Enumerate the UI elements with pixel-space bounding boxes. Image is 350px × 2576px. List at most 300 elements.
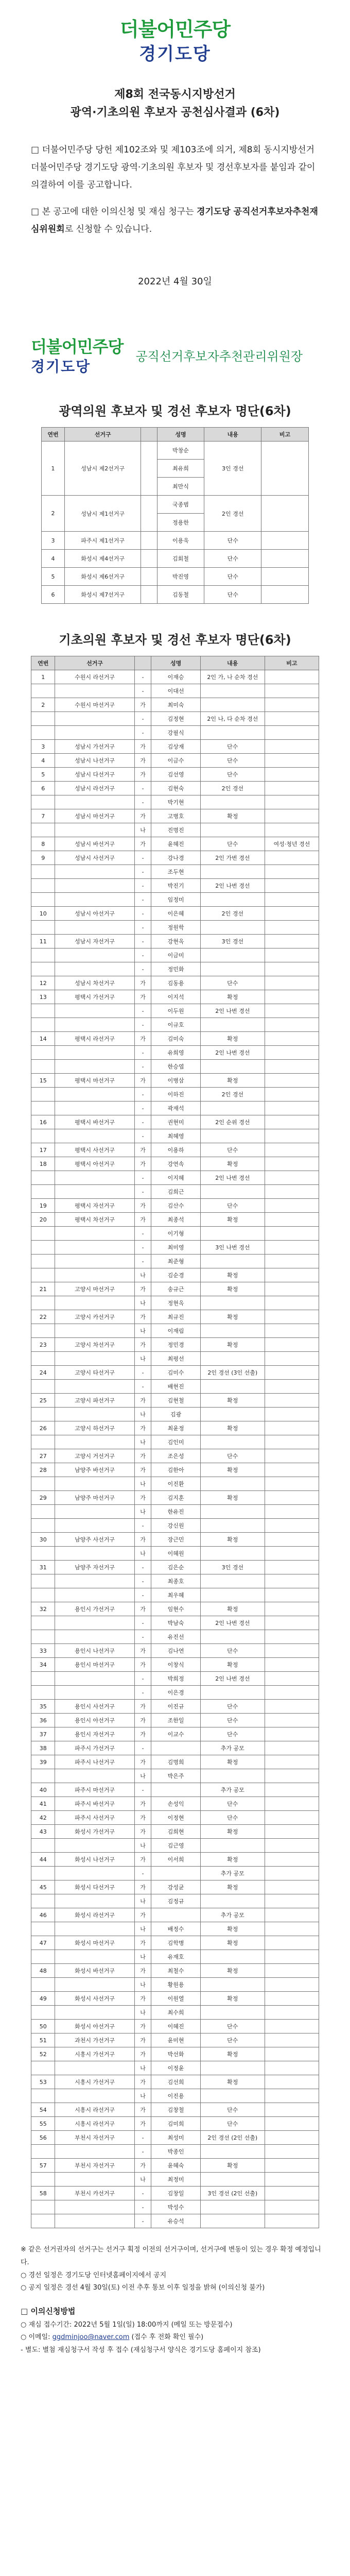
table1-title: 광역의원 후보자 및 경선 후보자 명단(6차) <box>59 404 291 419</box>
header-sign <box>134 656 151 670</box>
table-row <box>31 1700 319 1714</box>
cell-content: 추가 공모 <box>200 1908 265 1922</box>
cell-sign: 나 <box>134 1922 151 1936</box>
cell-sign: 나 <box>134 1894 151 1908</box>
cell-no: 25 <box>31 1394 55 1408</box>
cell-no: 38 <box>31 1741 55 1755</box>
table-row <box>31 2047 319 2061</box>
cell-district <box>55 1185 134 1199</box>
cell-no: 34 <box>31 1658 55 1672</box>
cell-content: 3인 경선 (2인 선출) <box>200 2187 265 2200</box>
table-row <box>31 1644 319 1658</box>
cell-name: 배정수 <box>151 1922 200 1936</box>
cell-note <box>265 1088 319 1101</box>
cell-name <box>151 1783 200 1797</box>
table-row <box>31 851 319 865</box>
cell-content: 2인 순위 경선 <box>200 1115 265 1129</box>
cell-note <box>265 2214 319 2228</box>
cell-note <box>265 1199 319 1213</box>
cell-note <box>265 865 319 879</box>
cell-name: 유희영 <box>151 1046 200 1060</box>
cell-name: 박진기 <box>151 879 200 893</box>
cell-sign: 나 <box>134 2173 151 2187</box>
cell-district <box>55 1950 134 1964</box>
cell-name: 이진환 <box>151 1477 200 1491</box>
cell-content: 단수 <box>200 2117 265 2131</box>
cell-name: 윤미현 <box>151 2033 200 2047</box>
cell-note <box>265 1394 319 1408</box>
cell-content <box>200 1435 265 1449</box>
cell-name: 김광 <box>151 1408 200 1421</box>
cell-content <box>200 1950 265 1964</box>
table-row <box>31 1741 319 1755</box>
cell-note <box>261 496 309 532</box>
cell-sign: 나 <box>134 823 151 837</box>
table-row <box>31 2103 319 2117</box>
cell-name <box>151 1908 200 1922</box>
cell-content: 확정 <box>200 1755 265 1769</box>
cell-content <box>200 1505 265 1519</box>
cell-name: 김미희 <box>151 2117 200 2131</box>
cell-note <box>265 823 319 837</box>
paragraph-1: □ 더불어민주당 당헌 제102조와 및 제103조에 의거, 제8회 동시지방선거 더불어민주당 경기도당 광역·기초의원 후보자 및 경선후보자를 붙임과 같이 의결하여 이를 공고합니다. <box>31 145 316 191</box>
cell-district <box>55 2089 134 2103</box>
cell-name: 박기현 <box>151 795 200 809</box>
cell-name: 강연속 <box>151 1157 200 1171</box>
cell-sign: 나 <box>134 1408 151 1421</box>
cell-note <box>265 1922 319 1936</box>
cell-note <box>265 1853 319 1867</box>
header-district: 선거구 <box>65 428 141 442</box>
cell-name: 김현숙 <box>151 782 200 795</box>
cell-content <box>200 1101 265 1115</box>
cell-note <box>265 2145 319 2159</box>
cell-district: 고양시 파선거구 <box>55 1394 134 1408</box>
cell-district <box>55 1769 134 1783</box>
table-row <box>31 1867 319 1880</box>
table-row <box>31 1268 319 1282</box>
cell-sign: - <box>134 1241 151 1255</box>
table-row <box>31 1811 319 1825</box>
cell-sign: 가 <box>134 1491 151 1505</box>
cell-district: 용인시 가선거구 <box>55 1602 134 1616</box>
cell-name: 김희근 <box>151 1185 200 1199</box>
table-row <box>31 1908 319 1922</box>
cell-no <box>31 2089 55 2103</box>
cell-sign: - <box>134 865 151 879</box>
committee-logo-line2: 경기도당 <box>31 358 91 376</box>
table-row <box>31 1616 319 1630</box>
cell-content <box>200 1255 265 1268</box>
cell-name: 정원학 <box>151 921 200 935</box>
cell-sign: - <box>134 1018 151 1032</box>
cell-content: 2인 경선 <box>204 496 261 532</box>
cell-sign: - <box>134 962 151 976</box>
cell-district: 파주시 사선거구 <box>55 1811 134 1825</box>
header-no: 연번 <box>42 428 65 442</box>
cell-district <box>55 1547 134 1561</box>
cell-no: 3 <box>31 740 55 754</box>
cell-district <box>55 1408 134 1421</box>
cell-district: 용인시 자선거구 <box>55 1727 134 1741</box>
cell-sign <box>141 568 157 586</box>
cell-no: 1 <box>42 442 65 496</box>
cell-no <box>31 948 55 962</box>
cell-district: 화성시 마선거구 <box>55 1936 134 1950</box>
cell-name: 박선화 <box>151 2047 200 2061</box>
cell-district: 시흥시 라선거구 <box>55 2117 134 2131</box>
cell-content <box>200 1978 265 1992</box>
cell-no <box>31 1241 55 1255</box>
cell-no: 5 <box>31 768 55 782</box>
cell-note <box>265 1491 319 1505</box>
cell-sign: - <box>134 851 151 865</box>
cell-district <box>55 1171 134 1185</box>
cell-district <box>55 823 134 837</box>
cell-no: 21 <box>31 1282 55 1296</box>
cell-district: 평택시 가선거구 <box>55 990 134 1004</box>
cell-sign: 가 <box>134 768 151 782</box>
cell-no: 14 <box>31 1032 55 1046</box>
cell-note <box>265 1282 319 1296</box>
cell-content: 확정 <box>200 1853 265 1867</box>
cell-note <box>265 1936 319 1950</box>
cell-note <box>265 1714 319 1727</box>
cell-name: 정현옥 <box>151 1296 200 1310</box>
table-row <box>31 2145 319 2159</box>
cell-sign: - <box>134 795 151 809</box>
cell-district: 화성시 라선거구 <box>55 1908 134 1922</box>
cell-content: 확정 <box>200 990 265 1004</box>
table-row <box>31 1227 319 1241</box>
cell-no <box>31 1171 55 1185</box>
cell-name: 최만식 <box>157 478 204 496</box>
table-row <box>31 1547 319 1561</box>
cell-content <box>200 1519 265 1533</box>
cell-note <box>265 962 319 976</box>
cell-note <box>265 1561 319 1574</box>
cell-name: 이용하 <box>151 1143 200 1157</box>
table-row <box>31 2214 319 2228</box>
cell-content: 2인 경선 (2인 선출) <box>200 2131 265 2145</box>
cell-content <box>200 2061 265 2075</box>
cell-content: 단수 <box>200 1714 265 1727</box>
cell-district <box>55 2214 134 2228</box>
cell-district: 성남시 가선거구 <box>55 740 134 754</box>
cell-district <box>55 1672 134 1686</box>
table-row <box>31 1394 319 1408</box>
table-row <box>31 1839 319 1853</box>
cell-district <box>55 962 134 976</box>
cell-name: 최준형 <box>151 1255 200 1268</box>
cell-content <box>200 2145 265 2159</box>
cell-no: 52 <box>31 2047 55 2061</box>
cell-no <box>31 2214 55 2228</box>
cell-content: 추가 공모 <box>200 1741 265 1755</box>
cell-name: 이진규 <box>151 1700 200 1714</box>
cell-no: 49 <box>31 1992 55 2006</box>
cell-district <box>55 1978 134 1992</box>
cell-district: 고양시 타선거구 <box>55 1366 134 1380</box>
cell-name: 황원용 <box>151 1978 200 1992</box>
table-row <box>31 823 319 837</box>
cell-sign: 가 <box>134 1421 151 1435</box>
cell-note <box>265 2200 319 2214</box>
table-row <box>31 837 319 851</box>
cell-content: 2인 나번 경선 <box>200 1046 265 1060</box>
cell-district: 고양시 거선거구 <box>55 1449 134 1463</box>
cell-no <box>31 1672 55 1686</box>
cell-district: 화성시 사선거구 <box>55 1992 134 2006</box>
cell-note <box>265 1296 319 1310</box>
cell-content <box>200 1547 265 1561</box>
cell-sign: 가 <box>134 990 151 1004</box>
cell-no: 36 <box>31 1714 55 1727</box>
cell-no: 35 <box>31 1700 55 1714</box>
cell-sign: - <box>134 712 151 726</box>
cell-sign: 가 <box>134 1658 151 1672</box>
cell-sign: 가 <box>134 1602 151 1616</box>
table-row <box>31 1338 319 1352</box>
cell-no <box>31 1296 55 1310</box>
cell-name: 강신원 <box>151 1519 200 1533</box>
cell-sign: - <box>134 1101 151 1115</box>
cell-name: 최우혜 <box>151 1588 200 1602</box>
table-row <box>31 962 319 976</box>
cell-content: 확정 <box>200 1491 265 1505</box>
local-candidate-table <box>31 656 319 2228</box>
cell-no: 4 <box>31 754 55 768</box>
cell-no <box>31 1867 55 1880</box>
table-row <box>31 1769 319 1783</box>
table-row <box>31 1157 319 1171</box>
cell-sign: 가 <box>134 1282 151 1296</box>
table-row <box>31 1978 319 1992</box>
cell-no: 20 <box>31 1213 55 1227</box>
cell-no: 9 <box>31 851 55 865</box>
cell-note <box>265 740 319 754</box>
cell-note <box>265 2173 319 2187</box>
cell-note <box>265 1143 319 1157</box>
cell-note <box>265 1908 319 1922</box>
cell-sign: - <box>134 1561 151 1574</box>
cell-name: 이창식 <box>151 1658 200 1672</box>
cell-content <box>200 1477 265 1491</box>
cell-note <box>265 809 319 823</box>
cell-sign: 가 <box>134 1449 151 1463</box>
header-content: 내용 <box>200 656 265 670</box>
cell-name: 송규근 <box>151 1282 200 1296</box>
cell-no: 6 <box>42 586 65 604</box>
cell-district: 성남시 제2선거구 <box>65 442 141 496</box>
email-link[interactable]: ggdminjoo@naver.com <box>52 2333 130 2342</box>
table-row <box>31 740 319 754</box>
cell-no: 27 <box>31 1449 55 1463</box>
cell-no: 51 <box>31 2033 55 2047</box>
cell-name: 김희현 <box>151 1825 200 1839</box>
table-row <box>31 1727 319 1741</box>
cell-name: 이두원 <box>151 1004 200 1018</box>
cell-sign: - <box>134 1686 151 1700</box>
cell-no <box>31 1769 55 1783</box>
cell-district <box>55 1101 134 1115</box>
cell-district: 평택시 아선거구 <box>55 1157 134 1171</box>
cell-district: 용인시 마선거구 <box>55 1658 134 1672</box>
cell-district: 평택시 사선거구 <box>55 1143 134 1157</box>
cell-district: 시흥시 가선거구 <box>55 2075 134 2089</box>
cell-sign: - <box>134 1255 151 1268</box>
note-2: ○ 경선 일정은 경기도당 인터넷홈페이지에서 공지 <box>21 2271 167 2279</box>
cell-note <box>265 921 319 935</box>
cell-note <box>265 726 319 740</box>
cell-no <box>31 2145 55 2159</box>
cell-district: 평택시 차선거구 <box>55 1213 134 1227</box>
cell-name: 이은혜 <box>151 907 200 921</box>
cell-note <box>265 851 319 865</box>
cell-note <box>265 1533 319 1547</box>
cell-content: 확정 <box>200 1310 265 1324</box>
cell-note <box>265 2131 319 2145</box>
cell-district: 화성시 아선거구 <box>55 2020 134 2033</box>
cell-district: 성남시 차선거구 <box>55 976 134 990</box>
cell-name: 김학병 <box>151 1936 200 1950</box>
table-row <box>31 1115 319 1129</box>
cell-content: 확정 <box>200 1032 265 1046</box>
cell-name: 윤혜숙 <box>151 2159 200 2173</box>
cell-no <box>31 893 55 907</box>
cell-district: 과천시 가선거구 <box>55 2033 134 2047</box>
cell-sign: - <box>134 726 151 740</box>
cell-sign: 가 <box>134 1157 151 1171</box>
cell-note <box>265 1477 319 1491</box>
cell-no <box>31 823 55 837</box>
cell-sign: 가 <box>134 1394 151 1408</box>
cell-note <box>265 1060 319 1074</box>
table-row <box>31 2061 319 2075</box>
cell-content <box>200 1060 265 1074</box>
cell-note <box>265 698 319 712</box>
cell-name: 김은순 <box>151 1561 200 1574</box>
cell-sign: - <box>134 1380 151 1394</box>
cell-note <box>265 1324 319 1338</box>
cell-sign <box>141 550 157 568</box>
cell-note <box>265 1658 319 1672</box>
cell-content <box>200 1352 265 1366</box>
cell-name: 권현미 <box>151 1115 200 1129</box>
cell-sign: 가 <box>134 1533 151 1547</box>
cell-district <box>55 1922 134 1936</box>
cell-content: 2인 나, 다 순차 경선 <box>200 712 265 726</box>
cell-content: 2인 경선 <box>200 1088 265 1101</box>
header-note: 비고 <box>261 428 309 442</box>
cell-name: 한유진 <box>151 1505 200 1519</box>
cell-no: 10 <box>31 907 55 921</box>
cell-name: 김근영 <box>151 1839 200 1853</box>
cell-no <box>31 1185 55 1199</box>
cell-content <box>200 1630 265 1644</box>
cell-district <box>55 1004 134 1018</box>
cell-sign: 가 <box>134 2117 151 2131</box>
cell-no <box>31 2006 55 2020</box>
cell-content: 2인 나번 경선 <box>200 1171 265 1185</box>
cell-sign: 나 <box>134 1839 151 1853</box>
cell-name: 이재승 <box>151 670 200 684</box>
logo-line2: 경기도당 <box>139 44 211 64</box>
table-row <box>31 1783 319 1797</box>
cell-sign: - <box>134 1783 151 1797</box>
cell-district: 고양시 차선거구 <box>55 1338 134 1352</box>
cell-content <box>200 2089 265 2103</box>
cell-sign: 가 <box>134 1811 151 1825</box>
table-row <box>31 1088 319 1101</box>
cell-name: 최종석 <box>151 1213 200 1227</box>
cell-note <box>261 442 309 496</box>
cell-note <box>265 1727 319 1741</box>
committee-logo-line1: 더불어민주당 <box>31 337 124 357</box>
cell-no <box>31 1380 55 1394</box>
table-row <box>31 1449 319 1463</box>
cell-note <box>265 1171 319 1185</box>
cell-district: 평택시 마선거구 <box>55 1074 134 1088</box>
cell-no: 13 <box>31 990 55 1004</box>
cell-no <box>31 2061 55 2075</box>
cell-district <box>55 1241 134 1255</box>
cell-note: 여성·청년 경선 <box>265 837 319 851</box>
table-row <box>31 1950 319 1964</box>
cell-note <box>265 1157 319 1171</box>
cell-sign: - <box>134 2131 151 2145</box>
cell-sign: 가 <box>134 1199 151 1213</box>
cell-name: 최미숙 <box>151 698 200 712</box>
cell-district <box>55 2006 134 2020</box>
cell-district <box>55 893 134 907</box>
cell-no: 40 <box>31 1783 55 1797</box>
cell-note <box>265 1241 319 1255</box>
cell-no: 17 <box>31 1143 55 1157</box>
cell-name: 이진용 <box>151 2089 200 2103</box>
cell-content: 확정 <box>200 2075 265 2089</box>
cell-name: 이대선 <box>151 684 200 698</box>
table-row <box>31 782 319 795</box>
cell-content <box>200 726 265 740</box>
cell-note <box>265 1268 319 1282</box>
table-row <box>31 1435 319 1449</box>
cell-note <box>261 586 309 604</box>
title-line1: 제8회 전국동시지방선거 <box>114 88 236 101</box>
header-note: 비고 <box>265 656 319 670</box>
cell-content <box>200 1408 265 1421</box>
table-row <box>31 1672 319 1686</box>
committee-logo <box>31 334 123 376</box>
cell-content <box>200 1018 265 1032</box>
cell-district: 평택시 자선거구 <box>55 1199 134 1213</box>
table-row <box>31 1463 319 1477</box>
cell-name: 김상재 <box>151 740 200 754</box>
cell-name: 조두현 <box>151 865 200 879</box>
cell-content <box>200 698 265 712</box>
cell-note <box>265 2089 319 2103</box>
cell-no: 30 <box>31 1533 55 1547</box>
cell-no: 58 <box>31 2187 55 2200</box>
table-row <box>31 1658 319 1672</box>
cell-note <box>265 1032 319 1046</box>
party-logo <box>0 0 350 65</box>
cell-name: 강성균 <box>151 1880 200 1894</box>
table-row <box>31 2131 319 2145</box>
table-row <box>31 754 319 768</box>
cell-name: 이은경 <box>151 1686 200 1700</box>
cell-name: 김현철 <box>151 1394 200 1408</box>
